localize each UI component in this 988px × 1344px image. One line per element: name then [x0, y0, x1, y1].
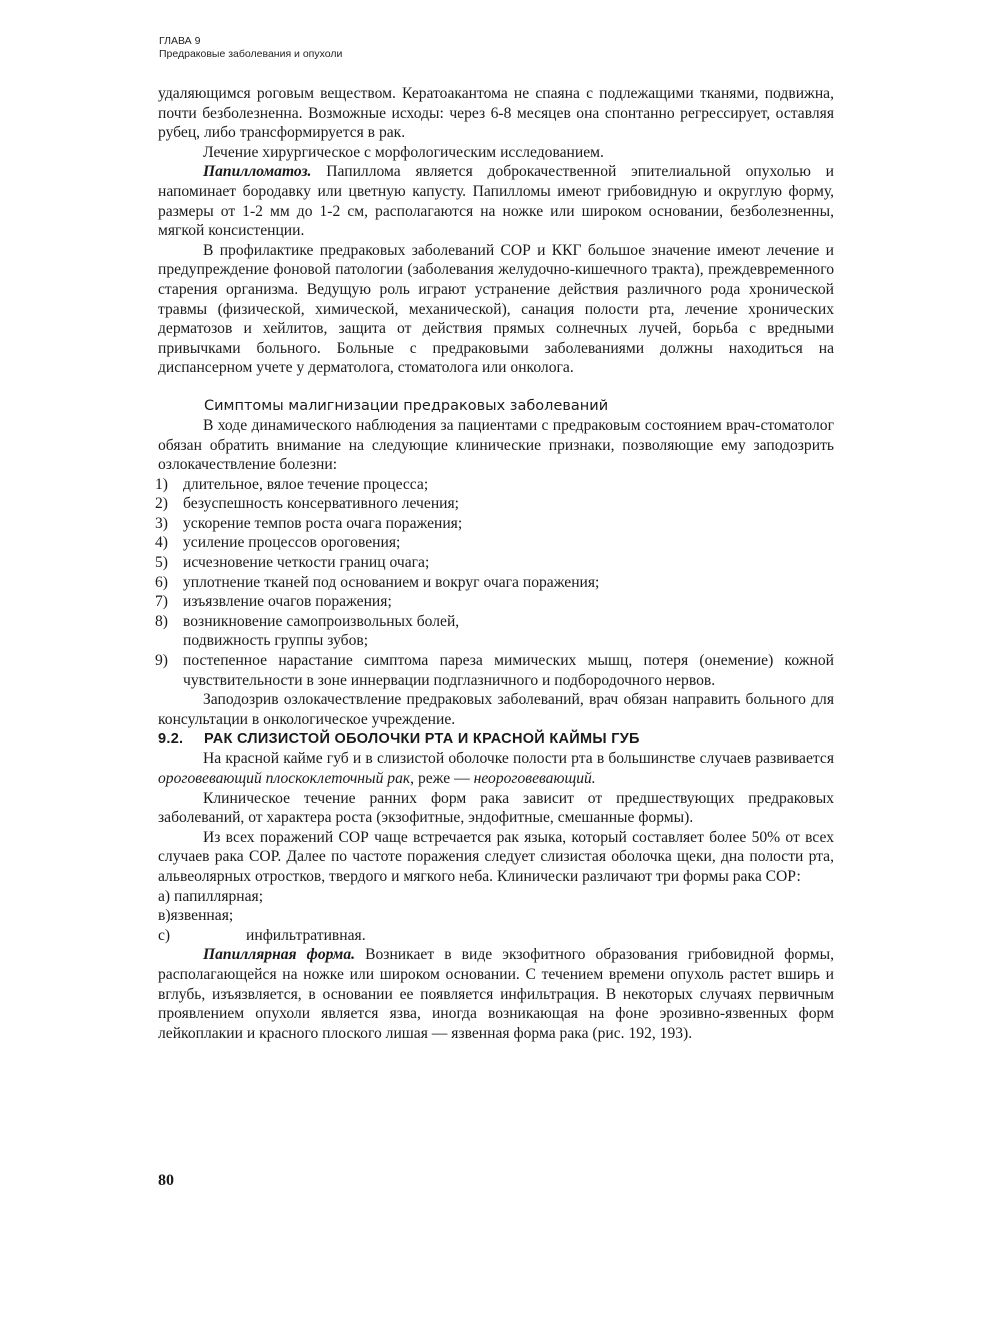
form-item-b: в)язвенная; [158, 907, 234, 925]
list-item-number: 8) [155, 612, 168, 630]
list-item [158, 631, 834, 651]
list-item-number: 9) [155, 652, 168, 670]
list-item-number [155, 631, 183, 651]
paragraph-keratoacanthoma: удаляющимся роговым веществом. Кератоакантома не спаяна с подлежащими тканями, подвижна, почти безболезненна. Возможные исходы: через 6-8 месяцев она спонтанно регрессирует, оставляя рубец, либо трансформируется в рак. [158, 85, 834, 142]
paragraph-cancer-types [158, 749, 834, 788]
list-item-text: возникновение самопроизвольных болей, [183, 612, 460, 630]
list-item-text: длительное, вялое течение процесса; [183, 475, 429, 493]
list-item [155, 651, 834, 690]
list-item-number: 4) [155, 534, 168, 552]
list-item-text: уплотнение тканей под основанием и вокруг очага поражения; [183, 573, 600, 591]
list-item-text: постепенное нарастание симптома пареза мимических мышц, потеря (онемение) кожной чувствительности в зоне иннервации подглазничного и подбородочного нервов. [183, 652, 834, 689]
paragraph-clinical-course: Клиническое течение ранних форм рака зависит от предшествующих предраковых заболеваний, от характера роста (экзофитные, эндофитные, смешанные формы). [158, 789, 834, 827]
list-item [155, 612, 834, 632]
paragraph-papillomatosis [158, 162, 834, 240]
form-item-c-label: с) [158, 926, 171, 944]
list-item [155, 592, 834, 612]
symptoms-conclusion: Заподозрив озлокачествление предраковых заболеваний, врач обязан направить больного для консультации в онкологическое учреждение. [158, 691, 834, 728]
list-item-text: подвижность группы зубов; [183, 632, 369, 650]
form-item-c [158, 926, 834, 946]
papillomatosis-text: Папиллома является доброкачественной эпителиальной опухолью и напоминает бородавку или цветную капусту. Папилломы имеют грибовидную и округлую форму, размеры от 1-2 мм до 1-2 см, располагаются на ножке или широком основании, безболезненны, мягкой консистенции. [158, 163, 834, 240]
list-item-number: 3) [155, 514, 168, 532]
symptoms-heading: Симптомы малигнизации предраковых заболеваний [204, 397, 609, 414]
list-item [155, 475, 834, 495]
symptoms-intro: В ходе динамического наблюдения за пациентами с предраковым состоянием врач-стоматолог обязан обратить внимание на следующие клинические признаки, позволяющие ему заподозрить озлокачествление болезни: [158, 416, 834, 474]
paragraph-frequency: Из всех поражений СОР чаще встречается рак языка, который составляет более 50% от всех случаев рака СОР. Далее по частоте поражения следует слизистая оболочка щеки, дна полости рта, альвеолярных отростков, твердого и мягкого неба. Клинически различают три формы рака СОР: [158, 828, 834, 885]
list-item-text: исчезновение четкости границ очага; [183, 554, 430, 572]
list-item [155, 553, 834, 573]
list-item-number: 1) [155, 475, 168, 493]
symptoms-list [155, 475, 834, 691]
papillary-form-lead: Папиллярная форма. [203, 946, 356, 964]
cancer-type-nonkeratinizing: неороговевающий. [473, 770, 596, 787]
list-item-number: 7) [155, 593, 168, 611]
chapter-label: ГЛАВА 9 [159, 35, 201, 47]
list-item-text: безуспешность консервативного лечения; [183, 495, 460, 513]
form-item-a: а) папиллярная; [158, 887, 264, 905]
main-text [155, 84, 834, 1043]
list-item [155, 494, 834, 514]
paragraph-prevention: В профилактике предраковых заболеваний СОР и ККГ большое значение имеют лечение и предупреждение фоновой патологии (заболевания желудочно-кишечного тракта), преждевременного старения организма. Ведущую роль играют устранение действия различного рода хронической травмы (физической, химической, механической), санация полости рта, лечение хронических дерматозов и хейлитов, защита от действия прямых солнечных лучей, борьба с вредными привычками больного. Больные с предраковыми заболеваниями должны находиться на диспансерном учете у дерматолога, стоматолога или онколога. [158, 241, 834, 377]
paragraph-treatment: Лечение хирургическое с морфологическим исследованием. [203, 143, 604, 161]
list-item-text: усиление процессов ороговения; [183, 534, 401, 552]
list-item-number: 2) [155, 495, 168, 513]
list-item [155, 514, 834, 534]
papillary-form-text: Возникает в виде экзофитного образования грибовидной формы, располагающейся на ножке или широком основании. С течением времени опухоль растет вширь и вглубь, изъязвляется, в основании ее появляется инфильтрация. В некоторых случаях первичным проявлением опухоли является язва, иногда возникающая на фоне эрозивно-язвенных форм лейкоплакии и красного плоского лишая — язвенная форма рака (рис. 192, 193). [158, 946, 834, 1042]
section-number: 9.2. [158, 731, 184, 748]
list-item-number: 6) [155, 573, 168, 591]
chapter-subtitle: Предраковые заболевания и опухоли [159, 48, 343, 60]
page-number: 80 [158, 1172, 174, 1189]
running-head [159, 35, 342, 61]
cancer-types-text-a: На красной кайме губ и в слизистой оболочке полости рта в большинстве случаев развивается [203, 750, 834, 768]
list-item-text: изъязвление очагов поражения; [183, 593, 392, 611]
list-item [155, 533, 834, 553]
section-title: РАК СЛИЗИСТОЙ ОБОЛОЧКИ РТА И КРАСНОЙ КАЙМЫ ГУБ [204, 731, 640, 748]
form-item-c-text: инфильтративная. [246, 926, 366, 944]
list-item-number: 5) [155, 554, 168, 572]
paragraph-papillary-form [158, 945, 834, 1043]
spacer [158, 378, 834, 396]
section-heading [158, 729, 834, 749]
list-item-text: ускорение темпов роста очага поражения; [183, 514, 463, 532]
cancer-type-keratinizing: ороговевающий плоскоклеточный рак [158, 770, 411, 787]
cancer-types-text-b: , реже — [410, 770, 474, 787]
forms-list [158, 887, 834, 946]
papillomatosis-lead: Папилломатоз. [203, 163, 312, 181]
list-item [155, 573, 834, 593]
